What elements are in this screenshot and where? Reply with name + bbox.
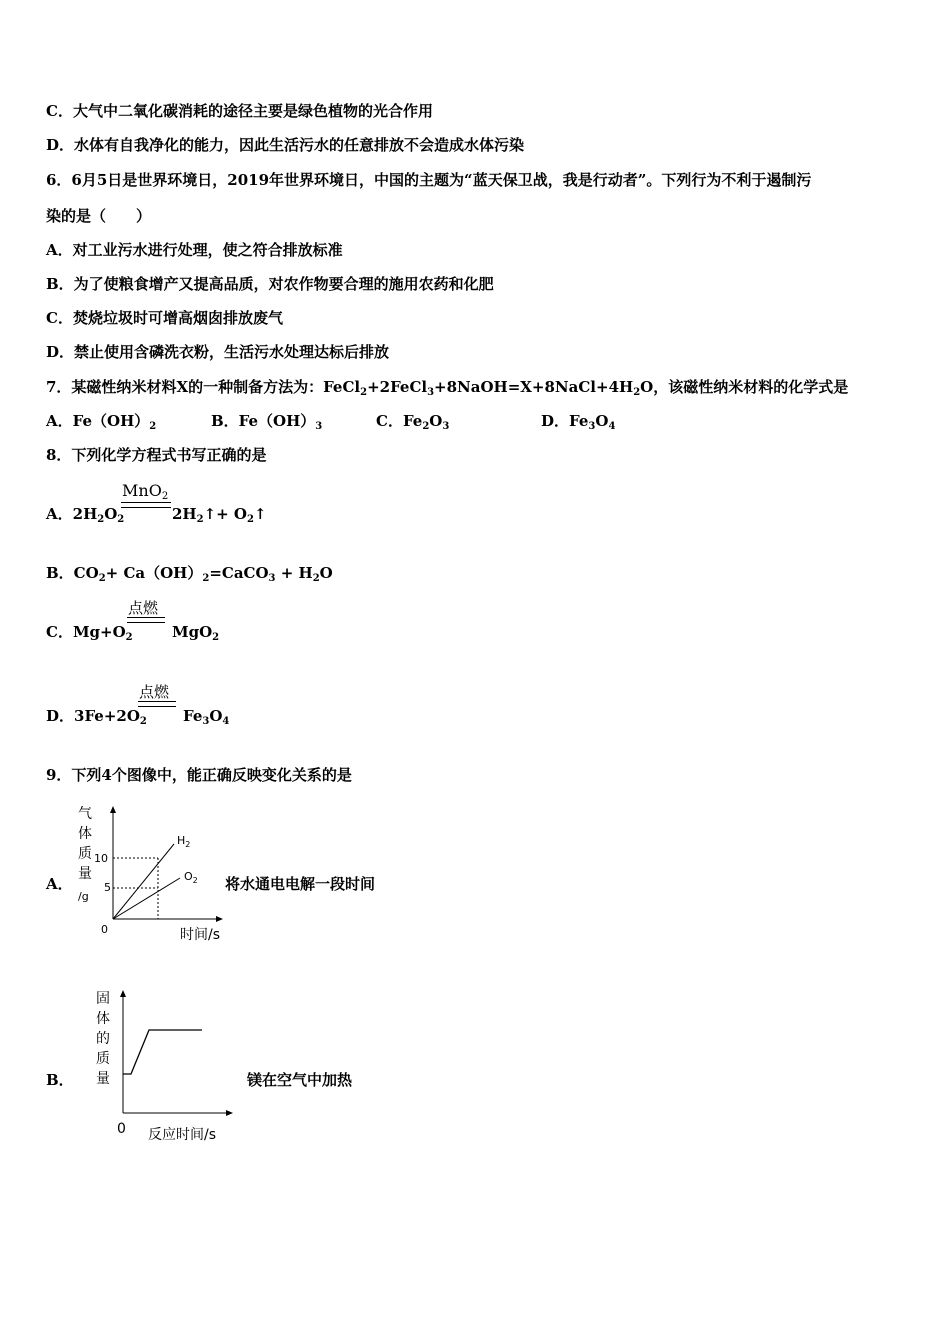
q9-a-graph	[70, 798, 230, 948]
q8-d-equals	[138, 701, 176, 707]
q8-option-b: B．$CO_2+$ $Ca(OH)_2=CaCO_3 + H_2O$	[46, 564, 333, 584]
origin-label: 0	[117, 1121, 126, 1137]
q7-option-c: C．$Fe_2O_3$	[376, 412, 450, 432]
tick-label-10: 10	[94, 852, 108, 865]
y-axis-arrow	[110, 806, 116, 813]
x-axis-arrow	[216, 916, 223, 922]
q8-c-product: MgO$_2$	[172, 623, 220, 643]
q8-d-condition: 点燃	[139, 683, 170, 701]
q9-option-a-desc: 将水通电电解一段时间	[225, 875, 376, 893]
q9-b-graph	[90, 985, 240, 1145]
q8-stem: 8．下列化学方程式书写正确的是	[46, 446, 267, 464]
q8-option-d: D．$3Fe+2O_2$	[46, 707, 147, 727]
q8-a-products: $2H_2↑+$ $O_2↑$	[172, 505, 267, 525]
tick-label-5: 5	[104, 881, 111, 894]
o2-line	[113, 878, 180, 919]
x-axis-label: 时间/s	[180, 927, 221, 943]
q6-option-d: D．禁止使用含磷洗衣粉，生活污水处理达标后排放	[46, 343, 390, 361]
q9-option-b-desc: 镁在空气中加热	[247, 1071, 353, 1089]
x-axis-arrow	[226, 1110, 233, 1116]
y-label-char: 体	[78, 826, 92, 842]
y-label-char: 质	[78, 846, 92, 862]
h2-label: $H_2$	[177, 834, 191, 849]
q8-c-equals	[127, 617, 165, 623]
q7-option-d: D．$Fe_3O_4$	[541, 412, 616, 432]
q8-a-equals	[121, 502, 171, 508]
y-label-char: 的	[96, 1031, 110, 1047]
y-label-char: 质	[96, 1051, 110, 1067]
q6-option-c: C．焚烧垃圾时可增高烟囱排放废气	[46, 309, 283, 327]
q9-option-a-label: A．	[46, 875, 73, 893]
q8-a-condition: MnO$_2$	[122, 481, 169, 502]
y-label-char: 体	[96, 1011, 110, 1027]
y-label-char: 固	[96, 991, 110, 1007]
q7-option-a: A．$Fe(OH)_2$	[46, 412, 157, 432]
origin-label: 0	[101, 923, 108, 936]
q6-stem-line1: 6．6月5日是世界环境日，2019年世界环境日，中国的主题为“蓝天保卫战，我是行动者”。下列行为不利于遏制污	[46, 171, 812, 189]
y-label-char: 量	[96, 1071, 110, 1087]
mass-curve	[123, 1030, 202, 1074]
y-label-unit: /g	[78, 890, 89, 903]
q6-option-a: A．对工业污水进行处理，使之符合排放标准	[46, 241, 343, 259]
y-axis-arrow	[120, 990, 126, 997]
q8-d-product: $Fe_3O_4$	[183, 707, 230, 727]
h2-line	[113, 844, 174, 919]
q7-option-b: B．$Fe(OH)_3$	[211, 412, 323, 432]
q9-stem: 9．下列4个图像中，能正确反映变化关系的是	[46, 766, 352, 784]
q8-c-condition: 点燃	[128, 599, 159, 617]
q7-stem: 7．某磁性纳米材料X的一种制备方法为：$FeCl_2+2FeCl_3+8NaOH=X+8NaCl+4H_2O$，该磁性纳米材料的化学式是	[46, 378, 849, 398]
q6-stem-line2: 染的是（ ）	[46, 207, 152, 225]
x-axis-label: 反应时间/s	[148, 1127, 217, 1143]
q6-option-b: B．为了使粮食增产又提高品质，对农作物要合理的施用农药和化肥	[46, 275, 494, 293]
y-label-char: 气	[78, 806, 92, 822]
q9-option-b-label: B．	[46, 1071, 74, 1089]
o2-label: $O_2$	[184, 870, 198, 885]
q8-option-c: C．$Mg+O_2$	[46, 623, 133, 643]
option-d-prev: D．水体有自我净化的能力，因此生活污水的任意排放不会造成水体污染	[46, 136, 525, 154]
option-c-prev: C．大气中二氧化碳消耗的途径主要是绿色植物的光合作用	[46, 102, 433, 120]
q8-option-a: A．$2H_2O_2$	[46, 505, 125, 525]
y-label-char: 量	[78, 866, 92, 882]
